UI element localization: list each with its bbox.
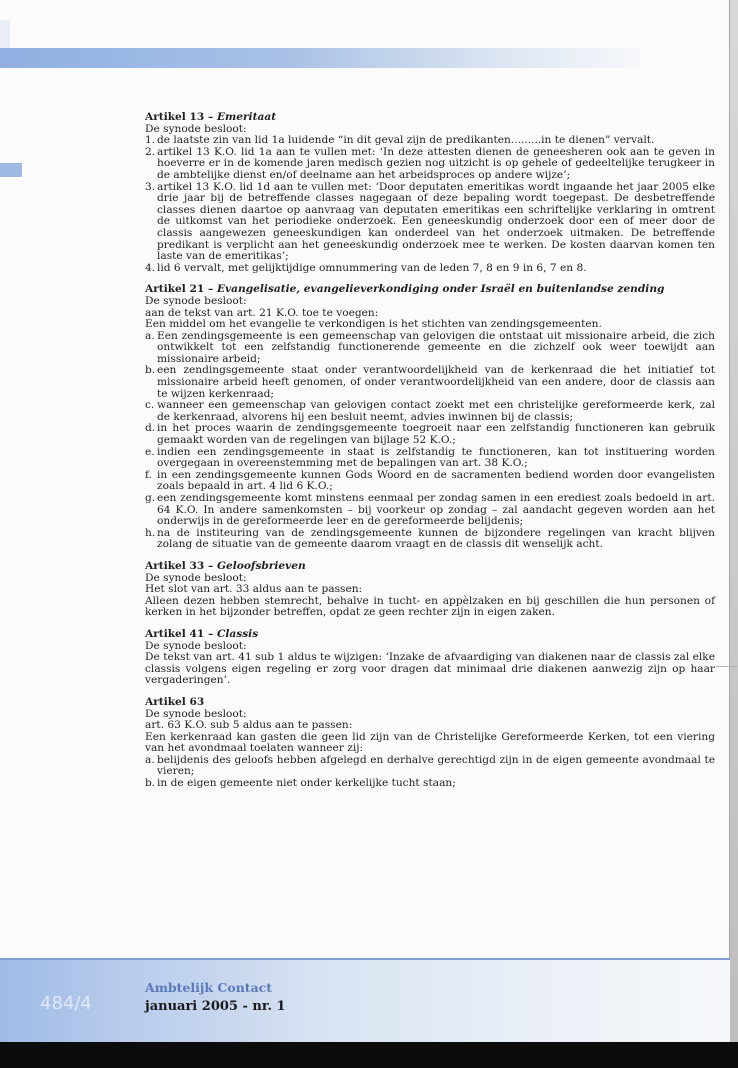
list-item-text: na de institeuring van de zendingsgemeente kunnen de bijzondere regelingen van kracht blijven zolang de situatie van de gemeente daarom vraagt en de classis dit wenselijk acht. xyxy=(157,526,715,551)
section-paragraph: De synode besloot: xyxy=(145,707,247,720)
list-item-text: wanneer een gemeenschap van gelovigen contact zoekt met een christelijke gereformeerde kerk, zal de kerkenraad, alvorens hij een besluit neemt, advies inwinnen bij de classis; xyxy=(157,399,715,423)
list-item xyxy=(145,400,715,423)
list-item-text: Een zendingsgemeente is een gemeenschap van gelovigen die ontstaat uit missionaire arbeid, die zich ontwikkelt tot een zelfstandig functionerende gemeente en die zichzelf ook weer toewijdt aan missionaire arbeid; xyxy=(157,329,715,365)
list-item-label: a. xyxy=(145,753,155,766)
list-item-text: indien een zendingsgemeente in staat is zelfstandig te functioneren, kan tot instituering worden overgegaan in overeenstemming met de bepalingen van art. 38 K.O.; xyxy=(157,445,715,470)
section-heading-prefix: Artikel 41 – xyxy=(145,627,217,640)
list-item-label: e. xyxy=(145,445,155,458)
margin-tab-marker xyxy=(0,163,22,177)
list-item-label: d. xyxy=(145,422,156,435)
list-item-label: 1. xyxy=(145,134,156,147)
list-item-label: b. xyxy=(145,364,156,377)
binding-edge xyxy=(730,0,738,1068)
list-item-label: f. xyxy=(145,468,152,481)
section-paragraph: De synode besloot: xyxy=(145,122,247,135)
article-section xyxy=(145,697,715,790)
article-section xyxy=(145,629,715,687)
section-paragraph: aan de tekst van art. 21 K.O. toe te voegen: xyxy=(145,306,379,319)
list-item-label: b. xyxy=(145,777,156,790)
list-item xyxy=(145,755,715,778)
section-paragraph: Een kerkenraad kan gasten die geen lid zijn van de Christelijke Gereformeerde Kerken, tot een viering van het avondmaal toelaten wanneer zij: xyxy=(145,730,715,755)
edge-hairline xyxy=(716,666,738,667)
list-item xyxy=(145,447,715,470)
list-item xyxy=(145,423,715,446)
article-section xyxy=(145,284,715,551)
list-item xyxy=(145,263,715,275)
list-item-label: g. xyxy=(145,492,156,504)
section-heading-title: Evangelisatie, evangelieverkondiging onder Israël en buitenlandse zending xyxy=(216,283,665,296)
section-paragraph: De synode besloot: xyxy=(145,294,247,307)
section-paragraph: De synode besloot: xyxy=(145,571,247,584)
scan-mark xyxy=(0,20,10,50)
scan-bottom-edge xyxy=(0,1042,738,1068)
section-heading xyxy=(145,629,715,641)
section-paragraph: De synode besloot: xyxy=(145,639,247,652)
article-section xyxy=(145,561,715,619)
section-paragraph: Alleen dezen hebben stemrecht, behalve in tucht- en appèlzaken en bij geschillen die hun personen of kerken in het bijzonder betreffen, opdat ze geen rechter zijn in eigen zaken. xyxy=(145,594,715,619)
list-item-text: in een zendingsgemeente kunnen Gods Woord en de sacramenten bediend worden door evangelisten zoals bepaald in art. 4 lid 6 K.O.; xyxy=(157,468,715,493)
footer-band xyxy=(0,958,730,1042)
section-heading xyxy=(145,112,715,124)
section-heading-prefix: Artikel 13 – xyxy=(145,111,217,123)
section-heading-prefix: Artikel 63 xyxy=(145,695,205,708)
section-paragraph: De tekst van art. 41 sub 1 aldus te wijzigen: ‘Inzake de afvaardiging van diakenen naar de classis zal elke classis volgens eigen regeling er zorg voor dragen dat minimaal drie diakenen aanwezig zijn op haar vergaderingen’. xyxy=(145,651,715,687)
footer-band-rule xyxy=(0,958,730,960)
section-heading xyxy=(145,561,715,573)
section-list xyxy=(145,331,715,551)
list-item-text: in de eigen gemeente niet onder kerkelijke tucht staan; xyxy=(157,777,456,790)
section-paragraph: Een middel om het evangelie te verkondigen is het stichten van zendingsgemeenten. xyxy=(145,318,602,331)
section-heading-title: Emeritaat xyxy=(216,111,277,123)
top-color-band xyxy=(0,48,640,68)
section-heading-prefix: Artikel 33 – xyxy=(145,559,217,572)
list-item xyxy=(145,493,715,528)
section-paragraph: art. 63 K.O. sub 5 aldus aan te passen: xyxy=(145,719,353,732)
list-item xyxy=(145,470,715,493)
list-item xyxy=(145,147,715,182)
list-item xyxy=(145,778,715,790)
magazine-title: Ambtelijk Contact xyxy=(145,980,273,995)
list-item xyxy=(145,182,715,263)
section-paragraph: Het slot van art. 33 aldus aan te passen: xyxy=(145,583,363,596)
section-list xyxy=(145,755,715,790)
list-item-label: 3. xyxy=(145,180,156,193)
list-item-text: de laatste zin van lid 1a luidende “in dit geval zijn de predikanten.........in te dienen” vervalt. xyxy=(157,134,655,147)
list-item-text: artikel 13 K.O. lid 1a aan te vullen met: ‘In deze attesten dienen de geneesheren ook aan te geven in hoeverre er in de komende jaren medisch gezien nog uitzicht is op gehele of gedeeltelijke terugkeer in de ambtelijke dienst en/of deelname aan het arbeidsproces op andere wijze’; xyxy=(157,145,715,181)
article-body xyxy=(145,112,715,800)
list-item-label: c. xyxy=(145,399,155,412)
page-number: 484/4 xyxy=(40,993,92,1014)
list-item-text: lid 6 vervalt, met gelijktijdige omnummering van de leden 7, 8 en 9 in 6, 7 en 8. xyxy=(157,261,587,274)
list-item-text: belijdenis des geloofs hebben afgelegd en derhalve gerechtigd zijn in de eigen gemeente avondmaal te vieren; xyxy=(157,753,715,778)
article-section xyxy=(145,112,715,274)
section-list xyxy=(145,135,715,274)
list-item xyxy=(145,528,715,551)
list-item-text: een zendingsgemeente komt minstens eenmaal per zondag samen in een erediest zoals bedoeld in art. 64 K.O. In andere samenkomsten – bij voorkeur op zondag – zal aandacht gegeven worden aan het onderwijs in de gereformeerde leer en de gereformeerde belijdenis; xyxy=(157,492,715,528)
section-heading-title: Geloofsbrieven xyxy=(216,559,306,572)
issue-label: januari 2005 - nr. 1 xyxy=(145,999,286,1014)
section-heading-title: Classis xyxy=(216,627,259,640)
list-item-label: 2. xyxy=(145,145,156,158)
section-heading xyxy=(145,697,715,709)
list-item-label: a. xyxy=(145,329,155,342)
list-item xyxy=(145,331,715,366)
list-item-label: h. xyxy=(145,526,156,539)
list-item-label: 4. xyxy=(145,261,156,274)
list-item-text: een zendingsgemeente staat onder verantwoordelijkheid van de kerkenraad die het initiatief tot missionaire arbeid heeft genomen, of onder verantwoordelijkheid van een andere, door de classis aan te wijzen kerkenraad; xyxy=(157,364,715,400)
list-item-text: artikel 13 K.O. lid 1d aan te vullen met: ‘Door deputaten emeritikas wordt ingaande het jaar 2005 elke drie jaar bij de betreffende classes nagegaan of deze bepaling wordt toegepast. De desbetreffende classes dienen daartoe op aanvraag van deputaten emeritikas een schriftelijke verklaring in omtrent de uitkomst van het periodieke onderzoek. Een geneeskundig onderzoek door een of meer door de classis aangewezen geneeskundigen kan onderdeel van het onderzoek uitmaken. De betreffende predikant is verplicht aan het geneeskundig onderzoek mee te werken. De kosten daarvan komen ten laste van de emeritikas’; xyxy=(157,180,715,263)
section-heading-prefix: Artikel 21 – xyxy=(145,283,217,296)
list-item-text: in het proces waarin de zendingsgemeente toegroeit naar een zelfstandig functioneren kan gebruik gemaakt worden van de regelingen van bijlage 52 K.O.; xyxy=(157,422,715,447)
list-item xyxy=(145,365,715,400)
